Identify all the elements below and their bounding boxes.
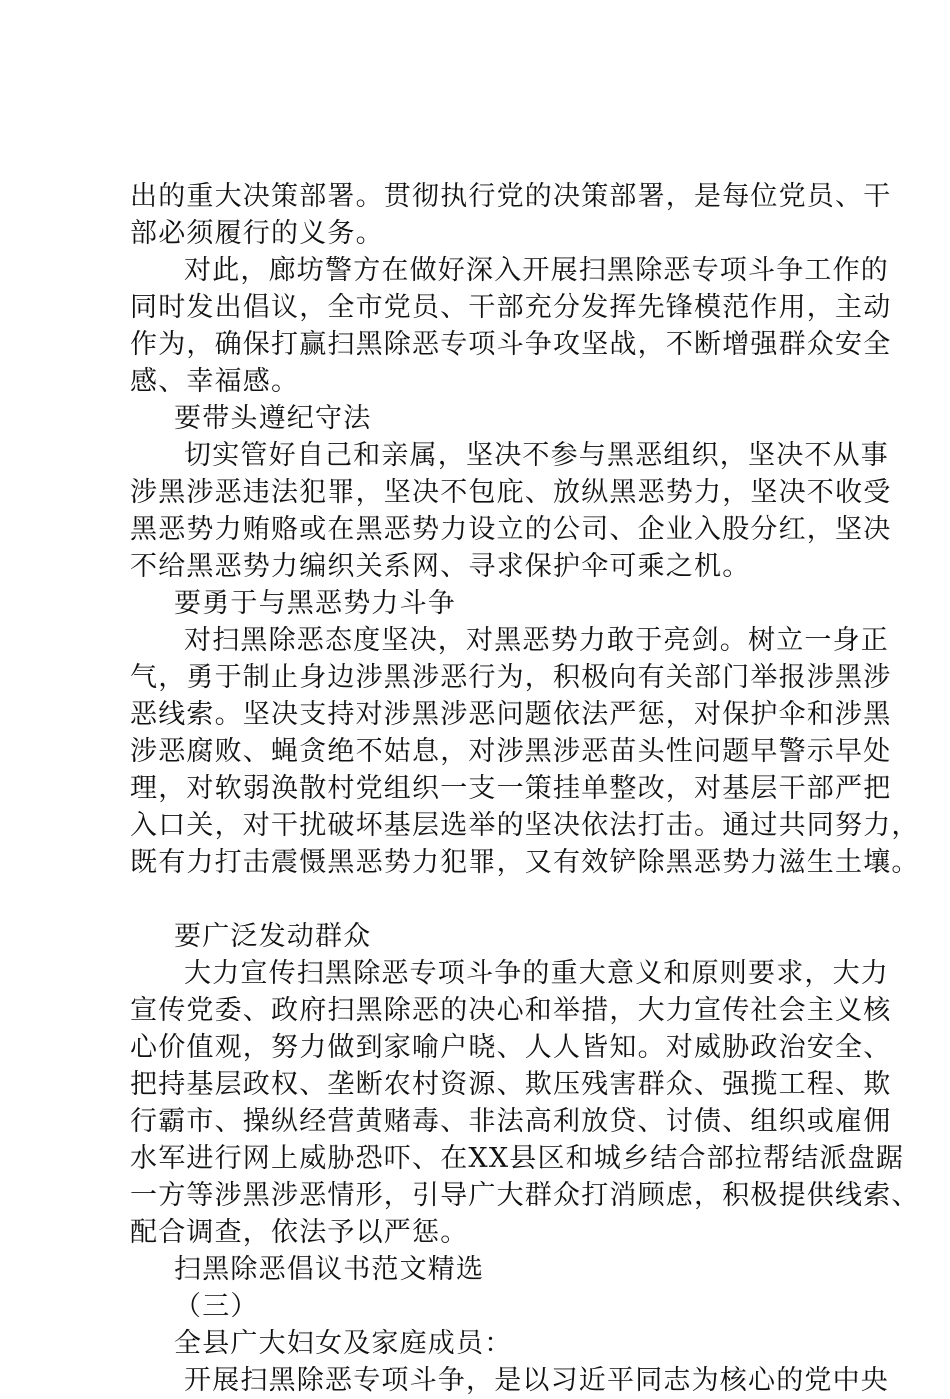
section-heading: 要勇于与黑恶势力斗争 (174, 588, 456, 619)
document-body (130, 178, 920, 1399)
text-line: 恶线索。坚决支持对涉黑涉恶问题依法严惩，对保护伞和涉黑 (130, 699, 892, 730)
section-number: （三） (174, 1291, 259, 1322)
text-line: 切实管好自己和亲属，坚决不参与黑恶组织，坚决不从事 (184, 440, 889, 471)
text-line: 涉恶腐败、蝇贪绝不姑息，对涉黑涉恶苗头性问题早警示早处 (130, 736, 892, 767)
text-line: 感、幸福感。 (130, 366, 300, 397)
text-line: 作为，确保打赢扫黑除恶专项斗争攻坚战，不断增强群众安全 (130, 329, 892, 360)
text-line: 气，勇于制止身边涉黑涉恶行为，积极向有关部门举报涉黑涉 (130, 662, 892, 693)
text-line: 黑恶势力贿赂或在黑恶势力设立的公司、企业入股分红，坚决 (130, 514, 892, 545)
text-line: 对扫黑除恶态度坚决，对黑恶势力敢于亮剑。树立一身正 (184, 625, 889, 656)
text-line: 涉黑涉恶违法犯罪，坚决不包庇、放纵黑恶势力，坚决不收受 (130, 477, 892, 508)
text-line: 同时发出倡议，全市党员、干部充分发挥先锋模范作用，主动 (130, 292, 892, 323)
text-line: 部必须履行的义务。 (130, 218, 384, 249)
paragraph (130, 178, 892, 252)
paragraph-gap (130, 881, 830, 918)
text-line: 出的重大决策部署。贯彻执行党的决策部署，是每位党员、干 (130, 181, 892, 212)
salutation: 全县广大妇女及家庭成员： (174, 1328, 513, 1359)
text-line: 理，对软弱涣散村党组织一支一策挂单整改，对基层干部严把 (130, 773, 892, 804)
section-heading: 要带头遵纪守法 (174, 403, 372, 434)
section-heading: 要广泛发动群众 (174, 921, 372, 952)
text-line: 水军进行网上威胁恐吓、在XX县区和城乡结合部拉帮结派盘踞 (130, 1143, 905, 1174)
paragraph (130, 252, 892, 400)
paragraph (130, 1362, 889, 1399)
text-line: 一方等涉黑涉恶情形，引导广大群众打消顾虑，积极提供线索、 (130, 1180, 920, 1211)
text-line: 大力宣传扫黑除恶专项斗争的重大意义和原则要求，大力 (184, 958, 889, 989)
text-line: 把持基层政权、垄断农村资源、欺压残害群众、强揽工程、欺 (130, 1069, 892, 1100)
paragraph (130, 955, 920, 1251)
text-line: 既有力打击震慑黑恶势力犯罪，又有效铲除黑恶势力滋生土壤。 (130, 847, 920, 878)
text-line: 不给黑恶势力编织关系网、寻求保护伞可乘之机。 (130, 551, 751, 582)
article-title: 扫黑除恶倡议书范文精选 (174, 1254, 485, 1285)
text-line: 对此，廊坊警方在做好深入开展扫黑除恶专项斗争工作的 (184, 255, 889, 286)
text-line: 宣传党委、政府扫黑除恶的决心和举措，大力宣传社会主义核 (130, 995, 892, 1026)
text-line: 心价值观，努力做到家喻户晓、人人皆知。对威胁政治安全、 (130, 1032, 892, 1063)
text-line: 行霸市、操纵经营黄赌毒、非法高利放贷、讨债、组织或雇佣 (130, 1106, 892, 1137)
text-line: 配合调查，依法予以严惩。 (130, 1217, 469, 1248)
text-line: 开展扫黑除恶专项斗争，是以习近平同志为核心的党中央 (184, 1365, 889, 1396)
paragraph (130, 622, 920, 881)
paragraph (130, 437, 892, 585)
text-line: 入口关，对干扰破坏基层选举的坚决依法打击。通过共同努力， (130, 810, 920, 841)
